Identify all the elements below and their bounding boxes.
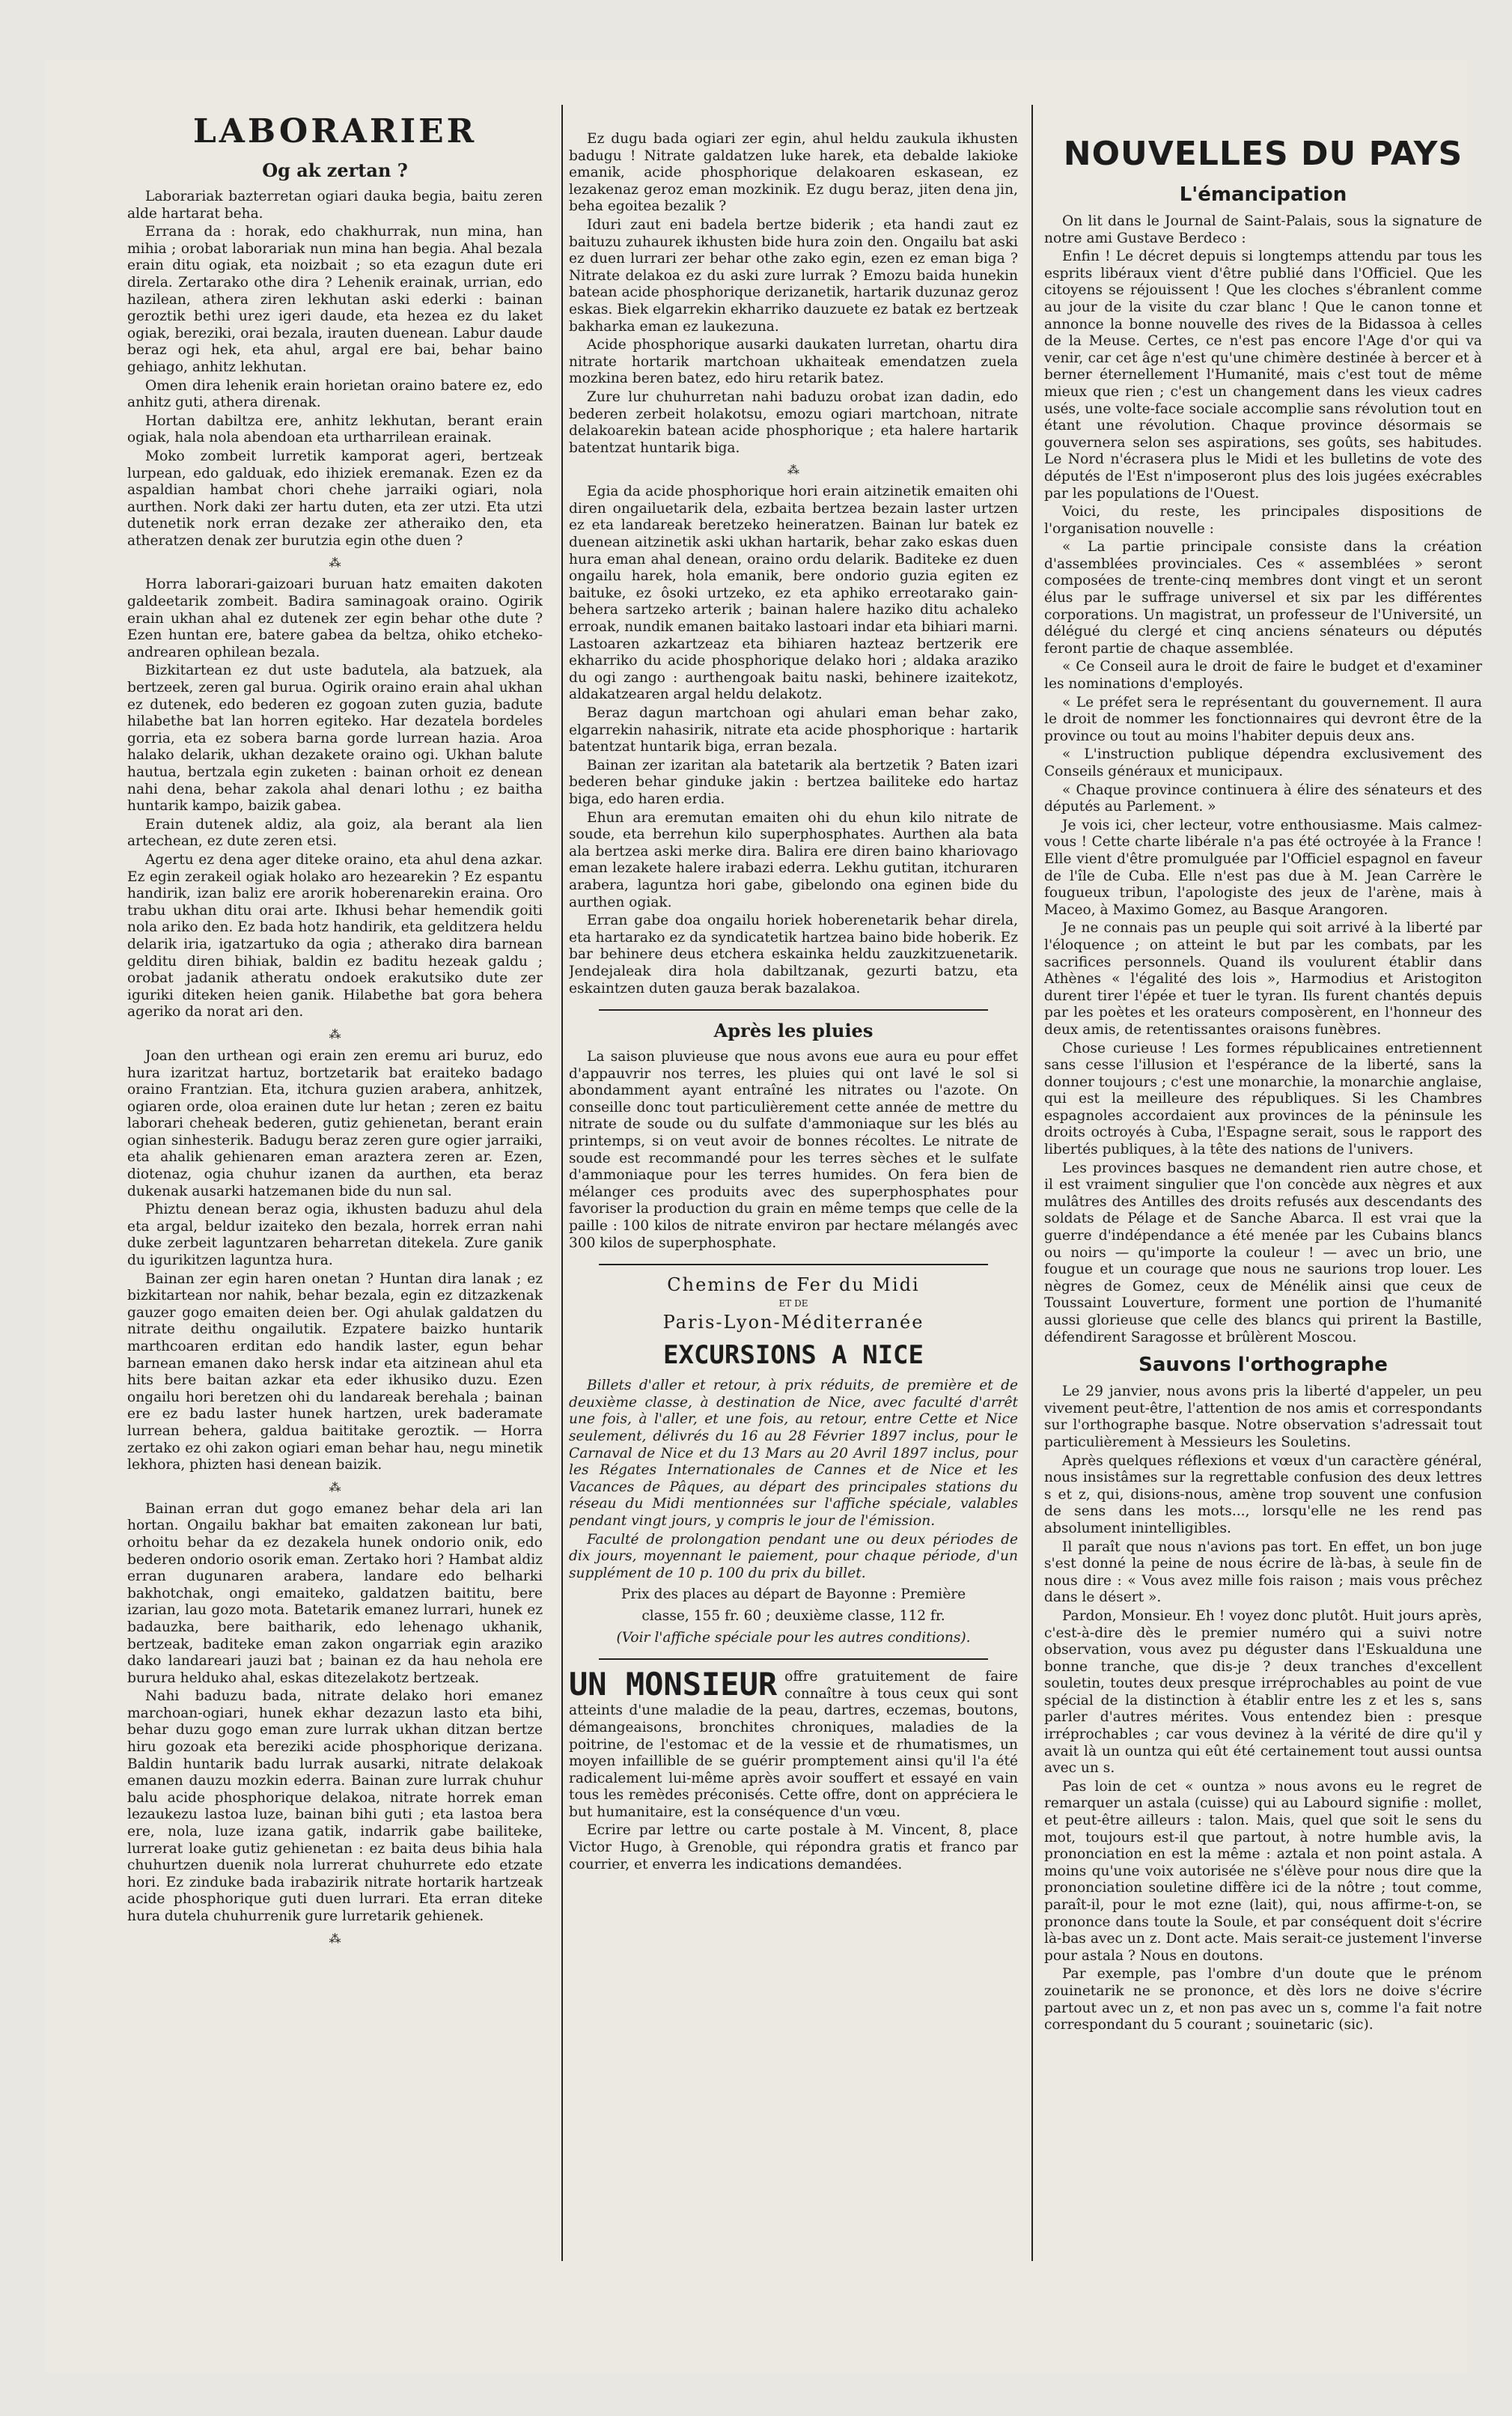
paragraph: Erain dutenek aldiz, ala goiz, ala berant ala lien artechean, ez dute zeren etsi. xyxy=(127,816,543,850)
paragraph: Billets d'aller et retour, à prix réduits, de première et de deuxième classe, à destination de Nice, avec faculté d'arrêt une fois, à l'aller, et une fois, au retour, entre Cette et Nice seulement, délivrés du 16 au 28 Février 1897 inclus, pour le Carnaval de Nice et du 13 Mars au 20 Avril 1897 inclus, pour les Régates Internationales de Cannes et de Nice et les Vacances de Pâques, au départ des principales stations du réseau du Midi mentionnées sur l'affiche spéciale, valables pendant vingt jours, y compris le jour de l'émission. xyxy=(569,1378,1018,1529)
paragraph: Voici, du reste, les principales dispositions de l'organisation nouvelle : xyxy=(1044,504,1482,537)
paragraph: Je ne connais pas un peuple qui soit arrivé à la liberté par l'éloquence ; on atteint le but par les combats, par les sacrifices personnels. Quand ils voulurent établir dans Athènes « l'égalité des lois », Harmodius et Aristogiton durent tirer l'épée et tuer le tyran. Ils furent chantés depuis par les poètes et les orateurs composèrent, en l'honneur des deux amis, de retentissantes oraisons funèbres. xyxy=(1044,920,1482,1038)
paragraph: Enfin ! Le décret depuis si longtemps attendu par tous les esprits libéraux vient d'être publié dans l'Officiel. Que les citoyens se réjouissent ! Que les cloches s'ébranlent comme au jour de la visite du czar blanc ! Que le canon tonne et annonce la bonne nouvelle des rives de la Bidassoa à celles de la Meuse. Certes, ce n'est pas encore l'Age d'or qui va venir, car cet âge n'est qu'une chimère destinée à bercer et à berner éternellement l'Humanité, mais c'est tout de même mieux que rien ; c'est un changement dans les vieux cadres usés, une volte-face sociale accomplie sans révolution tout en étant une révolution. Chaque province désormais se gouvernera selon ses aspirations, ses goûts, ses habitudes. Le Nord n'écrasera plus le Midi et les bulletins de vote des députés de l'Est n'imposeront plus des lois jugées exécrables par les populations de l'Ouest. xyxy=(1044,249,1482,502)
paragraph: Beraz dagun martchoan ogi ahulari eman behar zako, elgarrekin nahasirik, nitrate eta acide phosphorique : hartarik batentzat huntarik biga, erran bezala. xyxy=(569,705,1018,755)
emancipation-heading: L'émancipation xyxy=(1179,183,1347,206)
column-laborarier xyxy=(127,60,543,1953)
paragraph: Joan den urthean ogi erain zen eremu ari buruz, edo hura izaritzat hartuz, bortzetarik bat eraiteko badago oraino Frantzian. Eta, itchura guzien arabera, anhitzek, ogiaren orde, oloa erainen dute lur hetan ; zeren ez baitu laborari cheheak bederen, gutiz gehienetan, berant erain ogian sinhesterik. Badugu beraz zeren gure ogier jarraiki, eta ahalik gehienaren eman araztera zeren ar. Ezen, diotenaz, ogia chuhur izanen da aurthen, eta beraz dukenak ausarki hatzemanen bide du nun sal. xyxy=(127,1047,543,1199)
asterism-divider: ⁂ xyxy=(329,1479,341,1494)
paragraph: Ecrire par lettre ou carte postale à M. Vincent, 8, place Victor Hugo, à Grenoble, qui répondra gratis et franco par courrier, et enverra les indications demandées. xyxy=(569,1822,1018,1872)
monsieur-advertisement xyxy=(569,1666,1018,1873)
nouvelles-heading: NOUVELLES DU PAYS xyxy=(1063,135,1463,173)
paragraph: Après quelques réflexions et vœux d'un caractère général, nous insistâmes sur la regrettable confusion des deux lettres s et z, qui, disions-nous, amène trop souvent une confusion de sens dans les mots..., lorsqu'elle ne les rend pas absolument inintelligibles. xyxy=(1044,1452,1482,1536)
prices-note: (Voir l'affiche spéciale pour les autres conditions). xyxy=(616,1629,971,1646)
paragraph: Hortan dabiltza ere, anhitz lekhutan, berant erain ogiak, hala nola abendoan eta urtharrilean erainak. xyxy=(127,413,543,446)
paragraph: Agertu ez dena ager diteke oraino, eta ahul dena azkar. Ez egin zerakeil ogiak holako aro hezearekin ? Ez espantu handirik, izan baliz ere arorik hoberenarekin eraina. Oro trabu ukhan ditu orai arte. Ikhusi behar hemendik goiti nola ariko den. Ez bada hotz handirik, eta gelditzera heldu delarik iria, igatzartuko da ogia ; atherako dira barnean gelditu diren bihiak, baldin ez baditu hezeak galdu ; orobat jadanik atheratu ondoek erakutsiko dute zer iguriki diteken heien ganik. Hilabethe bat gora behera ageriko da norat ari den. xyxy=(127,851,543,1020)
section-rule xyxy=(599,1009,988,1011)
paragraph: Phiztu denean beraz ogia, ikhusten baduzu ahul dela eta argal, beldur izaiteko den bezala, horrek erran nahi duke zerbeit laguntzaren beharretan ditekela. Zure ganik du igurikitzen laguntza hura. xyxy=(127,1202,543,1269)
paragraph: « Le préfet sera le représentant du gouvernement. Il aura le droit de nommer les fonctionnaires qui devront être de la province ou tout au moins l'habiter depuis deux ans. xyxy=(1044,694,1482,744)
rail-company-1: Chemins de Fer du Midi xyxy=(667,1274,920,1296)
section-rule xyxy=(599,1658,988,1660)
paragraph: Laborariak bazterretan ogiari dauka begia, baitu zeren alde hartarat beha. xyxy=(127,189,543,222)
paragraph: « La partie principale consiste dans la création d'assemblées provinciales. Ces « assemblées » seront composées de trente-cinq membres dont vingt et un seront élus par le suffrage universel et six par les différentes corporations. Un magistrat, un professeur de l'Université, un délégué du clergé et cinq anciens sénateurs ou députés feront partie de chaque assemblée. xyxy=(1044,539,1482,657)
paragraph: Pas loin de cet « ountza » nous avons eu le regret de remarquer un astala (cuisse) qui au Labourd signifie : mollet, et peut-être ailleurs : talon. Mais, quel que soit le sens du mot, toujours est-il que partout, à notre humble avis, la prononciation en est la même : aztala et non point astala. A moins qu'une voix autorisée ne s'élève pour nous dire que la prononciation souletine diffère ici de la nôtre ; tout comme, paraît-il, pour le mot ezne (lait), qui, nous affirme-t-on, se prononce dans toute la Soule, et par conséquent doit s'écrire là-bas avec un z. Dont acte. Mais serait-ce justement l'inverse pour astala ? Nous en doutons. xyxy=(1044,1778,1482,1964)
asterism-divider: ⁂ xyxy=(787,463,799,478)
orthographe-heading: Sauvons l'orthographe xyxy=(1138,1354,1388,1377)
rail-company-2: Paris-Lyon-Méditerranée xyxy=(662,1312,924,1333)
column-nouvelles xyxy=(1044,60,1482,2036)
paragraph: Zure lur chuhurretan nahi baduzu orobat izan dadin, edo bederen zerbeit holakotsu, emozu ogiari martchoan, nitrate delakoarekin batean acide phosphorique ; eta halere hartarik batentzat huntarik biga. xyxy=(569,389,1018,456)
asterism-divider: ⁂ xyxy=(329,1026,341,1041)
column-divider xyxy=(561,105,563,2261)
paragraph: Bizkitartean ez dut uste badutela, ala batzuek, ala bertzeek, zeren gal burua. Ogirik oraino erain ahal ukhan ez dutenek, edo bederen ez gogoan zuten guzia, badute hilabethe bat lan horren egiteko. Har dezatela bordeles gorria, eta ez sobera barna gorde lurrean hazia. Aroa halako delarik, ukhan dezakete oraino ogi. Ukhan balute hautua, bertzala egin zuketen : bainan orhoit ez denean nahi dena, behar zakola ahal denari lothu ; ez baitha huntarik kampo, baizik gabea. xyxy=(127,663,543,815)
paragraph: Bainan zer egin haren onetan ? Huntan dira lanak ; ez bizkitartean nor nahik, behar bezala, egin ez ditzazkenak gauzer gogo emaiten deien ber. Ogi ahulak galdatzen du nitrate deithu ongailutik. Ezpatere baizko huntarik marthcoaren erditan edo handik laster, egun behar barnean emanen dako hersk indar eta aitzinean ahul eta hits bere baitan azkar eta eder ikhusiko duzu. Ezen ongailu hori beretzen ohi du landareak berehala ; bainan ere ez badu laster hunek hartzen, urek baderamate lurrean behera, galdua baititake geroztik. — Horra zertako ez ohi zakon ogiari eman behar hau, negu minetik lekhora, phizten hasi denean baizik. xyxy=(127,1271,543,1473)
paragraph: Bainan zer izaritan ala batetarik ala bertzetik ? Baten izari bederen behar ginduke jakin : bertzea bailiteke edo hartaz biga, edo haren erdia. xyxy=(569,757,1018,807)
asterism-divider: ⁂ xyxy=(329,556,341,570)
paragraph: Iduri zaut eni badela bertze biderik ; eta handi zaut ez baituzu zuhaurek ikhusten bide hura zoin den. Ongailu bat aski ez duen lurrari zer behar othe zako egin, ezen ez eman biga ? Nitrate delakoa ez du aski zure lurrak ? Emozu baida hunekin batean acide phosphorique derizanetik, hartarik duzunaz geroz eskas. Biek elgarrekin ekharriko dauzuete ez batak ez bertzeak bakharka eman ez laukezuna. xyxy=(569,216,1018,335)
paragraph: Erran gabe doa ongailu horiek hoberenetarik behar direla, eta hartarako ez da syndicatetik hartzea baino bide hoberik. Ez bar behinere deus etchera eskainka heldu zauzkitzuenetarik. Jendejaleak dira hola dabiltzanak, gezurti batzu, eta eskaintzen duten gauza berak bazalakoa. xyxy=(569,913,1018,996)
paragraph: Faculté de prolongation pendant une ou deux périodes de dix jours, moyennant le paiement, pour chaque période, d'un supplément de 10 p. 100 du prix du billet. xyxy=(569,1531,1018,1581)
paragraph: Ez dugu bada ogiari zer egin, ahul heldu zaukula ikhusten badugu ! Nitrate galdatzen luke harek, eta debalde lakioke emanik, acide phosphorique delakoaren eskasean, ez lezakenaz geroz eman mozkinik. Ez dugu beraz, jiten dena jin, beha egoitea bezalik ? xyxy=(569,131,1018,215)
paragraph: Le 29 janvier, nous avons pris la liberté d'appeler, un peu vivement peut-être, l'attention de nos amis et correspondants sur l'orthographe basque. Notre observation s'adressait tout particulièrement à Messieurs les Souletins. xyxy=(1044,1384,1482,1450)
paragraph: Les provinces basques ne demandent rien autre chose, et il est vraiment singulier que l'on concède aux nègres et aux mulâtres des Antilles des droits refusés aux descendants des soldats de Pélage et de Sanche Abarca. Il est vrai que la guerre d'indépendance a été menée par les Cubains blancs ou noirs — qu'importe la couleur ! — avec un brio, une fougue et un courage que nous ne saurions trop louer. Les nègres de Gomez, ceux de Ménélik ainsi que ceux de Toussaint Louverture, forment une portion de l'humanité aussi glorieuse que celle des blancs qui prirent la Bastille, défendirent Saragosse et brûlèrent Moscou. xyxy=(1044,1160,1482,1345)
paragraph: Omen dira lehenik erain horietan oraino batere ez, edo anhitz guti, athera direnak. xyxy=(127,377,543,411)
prices-line: Prix des places au départ de Bayonne : Première xyxy=(621,1586,966,1603)
paragraph: Ehun ara eremutan emaiten ohi du ehun kilo nitrate de soude, eta berrehun kilo superphosphates. Aurthen ala bata ala bertzea aski merke dira. Balira ere diren baino khariovago eman lezakete halere irabazi ederra. Lekhu gutitan, itchuraren arabera, laguntza hori gabe, gibelondo ona eginen bide du aurthen ogiak. xyxy=(569,809,1018,910)
monsieur-heading: UN MONSIEUR xyxy=(569,1666,778,1703)
paragraph: Moko zombeit lurretik kamporat ageri, bertzeak lurpean, edo galduak, edo ihiziek eremanak. Ezen ez da aspaldian hambat chori chehe jarraiki ogiari, nola aurthen. Nork daki zer hartu duten, eta zer utzi. Eta utzi dutenetik nork erran dezake zer atheraiko den, eta atheratzen denak zer burutzia egin othe duen ? xyxy=(127,448,543,549)
paragraph: Bainan erran dut gogo emanez behar dela ari lan hortan. Ongailu bakhar bat emaiten zakonean lur bati, orhoitu behar da ez dezakela hunek ondorio onik, edo bederen ondorio osorik eman. Zertako hori ? Hambat aldiz erran dugunaren arabera, landare edo belharki bakhotchak, ongi emaiteko, galdatzen baititu, bere izarian, lau gozo mota. Batetarik emanez lurrari, hunek ez badauzka, bere baitharik, edo lehenago ukhanik, bertzeak, baditeke eman zakon ongarriak egin araziko dako landareari jauzi bat ; bainan ez da hau nehola ere burura helduko ahal, eskas ditezelakotz bertzeak. xyxy=(127,1500,543,1686)
paragraph: offre gratuitement de faire connaître à tous ceux qui sont atteints d'une maladie de la peau, dartres, eczemas, boutons, démangeaisons, bronchites chroniques, maladies de la poitrine, de l'estomac et de la vessie et de rhumatismes, un moyen infaillible de se guérir promptement ainsi qu'il l'a été radicalement lui-même après avoir souffert et essayé en vain tous les remèdes préconisés. Cette offre, dont on appréciera le but humanitaire, est la conséquence d'un vœu. xyxy=(569,1669,1018,1820)
paragraph: On lit dans le Journal de Saint-Palais, sous la signature de notre ami Gustave Berdeco : xyxy=(1044,213,1482,246)
prices-line: classe, 155 fr. 60 ; deuxième classe, 112 fr. xyxy=(641,1607,945,1624)
paragraph: La saison pluvieuse que nous avons eue aura eu pour effet d'appauvrir nos terres, les pluies qui ont lavé le sol si abondamment ayant entraîné les nitrates ou l'azote. On conseille donc tout particulièrement cette année de mettre du nitrate de soude ou du sulfate d'ammoniaque sur les blés au printemps, si on veut avoir de bonnes récoltes. Le nitrate de soude est recommandé pour les terres sèches et le sulfate d'ammoniaque pour les terres humides. On fera bien de mélanger ces produits avec des superphosphates pour favoriser la production du grain en même temps que celle de la paille : 100 kilos de nitrate environ par hectare mélangés avec 300 kilos de superphosphate. xyxy=(569,1049,1018,1251)
rail-connector: ET DE xyxy=(778,1298,808,1309)
excursions-heading: EXCURSIONS A NICE xyxy=(663,1340,924,1371)
paragraph: Pardon, Monsieur. Eh ! voyez donc plutôt. Huit jours après, c'est-à-dire dès le premier numéro qui a suivi notre observation, vous avez pu déguster dans l'Eskualduna une bonne tranche, que dis-je ? deux tranches d'excellent souletin, toutes deux presque irréprochables au point de vue spécial de la distinction à établir entre les z et les s, sans parler d'autres mérites. Vous entendez bien : presque irréprochables ; car vous devinez à la vérité de dire qu'il y avait là un ountza qui eût été certainement tout aussi ountsa avec un s. xyxy=(1044,1607,1482,1777)
paragraph: « Chaque province continuera à élire des sénateurs et des députés au Parlement. » xyxy=(1044,782,1482,815)
paragraph: Par exemple, pas l'ombre d'un doute que le prénom zouinetarik ne se prononce, et dès lors ne doive s'écrire partout avec un z, et non pas avec un s, comme l'a fait notre correspondant du 5 courant ; souinetaric (sic). xyxy=(1044,1966,1482,2033)
section-rule xyxy=(599,1264,988,1265)
newspaper-page xyxy=(45,60,1482,2373)
apres-les-pluies-heading: Après les pluies xyxy=(713,1020,874,1042)
paragraph: Egia da acide phosphorique hori erain aitzinetik emaiten ohi diren ongailuetarik dela, ezbaita bertzea bezain laster urtzen ez eta landareak beretzeko heineratzen. Bainan lur batek ez duenean aitzinetik aski ukhan hartarik, behar zako eskas duen hura eman ahal denean, oraino ordu delarik. Baditeke ez duen ongailu harek, hola emanik, bere ondorio guzia egiten ez baituke, ez ôsoki urtzeko, ez eta aphiko erreotarako gain-behera sartzeko arterik ; bainan halere haziko ditu achaleko erroak, nundik emanen baitako lastoari indar eta bihiari marni. Lastoaren azkartzeaz eta bihiaren hazteaz bertzerik ere ekharriko du acide phosphorique delako hori ; aldaka araziko du ogi zango : aurthengoak baitu naski, behinere izaitekotz, aldakatzearen argal heldu delakotz. xyxy=(569,484,1018,703)
paragraph: « L'instruction publique dépendra exclusivement des Conseils généraux et municipaux. xyxy=(1044,746,1482,779)
paragraph: Il paraît que nous n'avions pas tort. En effet, un bon juge s'est donné la peine de nous écrire de là-bas, à seule fin de nous dire : « Vous avez mille fois raison ; mais vous prêchez dans le désert ». xyxy=(1044,1539,1482,1606)
paragraph: Errana da : horak, edo chakhurrak, nun mina, han mihia ; orobat laborariak nun mina han begia. Ahal bezala erain ditu ogiak, eta noizbait ; so eta ezagun dute eri direla. Zertarako othe dira ? Lehenik erainak, urrian, edo hazilean, athera ziren lekhutan aski ederki : bainan geroztik bethi urez igeri daude, eta hezea ez du laket ogiak, bereziki, orai bezala, irauten duenean. Labur daude beraz ogi hek, eta ahul, argal ere bai, behar baino gehiago, anhitz lekhutan. xyxy=(127,224,543,375)
laborarier-heading: LABORARIER xyxy=(192,112,478,150)
column-middle xyxy=(569,60,1018,1875)
column-divider xyxy=(1031,105,1033,2261)
asterism-divider: ⁂ xyxy=(329,1931,341,1946)
paragraph: Horra laborari-gaizoari buruan hatz emaiten dakoten galdeetarik zombeit. Badira saminagoak oraino. Ogirik erain ukhan ahal ez dutenek zer egin behar othe dute ? Ezen huntan ere, batere gabea da beltza, ohiko etcheko-andrearen ophilean bezala. xyxy=(127,576,543,660)
paragraph: Je vois ici, cher lecteur, votre enthousiasme. Mais calmez-vous ! Cette charte libérale n'a pas été octroyée à la France ! Elle vient d'être promulguée par l'Officiel espagnol en faveur de l'île de Cuba. Elle n'est pas due à M. Jean Carrère le fougueux tribun, l'apologiste des jeux de l'arène, mais à Maceo, à Maximo Gomez, au Basque Arangoren. xyxy=(1044,817,1482,918)
paragraph: Nahi baduzu bada, nitrate delako hori emanez marchoan-ogiari, hunek ekhar dezazun lasto eta bihi, behar duzu gogo eman zure lurrak ukhan ditzan bertze hiru gozoak eta bereziki acide phosphorique derizana. Baldin huntarik badu lurrak ausarki, nitrate delakoak emanen dauzu mozkin ederra. Bainan zure lurrak chuhur balu acide phosphorique delakoa, nitrate horrek eman lezaukezu lastoa luze, bainan bihi guti ; eta lastoa bera ere, nola, luze izana gatik, indarrik gabe bailiteke, lurrerat loake gutiz gehienetan : ez baita deus bihia hala chuhurtzen duenik nola lurrerat chuhurrete edo etzate hori. Ez zinduke bada irabazirik nitrate hortarik hartzeak acide phosphorique guti duen lurrari. Eta erran diteke hura dutela chuhurrenik gure lurretarik gehienek. xyxy=(127,1688,543,1924)
paragraph: « Ce Conseil aura le droit de faire le budget et d'examiner les nominations d'employés. xyxy=(1044,659,1482,693)
paragraph: Acide phosphorique ausarki daukaten lurretan, ohartu dira nitrate hortarik martchoan ukhaiteak emendatzen zuela mozkina beren batez, edo hiru retarik batez. xyxy=(569,337,1018,387)
laborarier-subtitle: Og ak zertan ? xyxy=(262,159,408,181)
paragraph: Chose curieuse ! Les formes républicaines entretiennent sans cesse l'illusion et l'espérance de la liberté, sans la donner toujours ; c'est une monarchie, la monarchie anglaise, qui est la meilleure des républiques. Si les Chambres espagnoles accordaient aux provinces de la péninsule les droits octroyés à Cuba, l'Espagne serait, sous le rapport des libertés publiques, à la tête des nations de l'univers. xyxy=(1044,1040,1482,1158)
